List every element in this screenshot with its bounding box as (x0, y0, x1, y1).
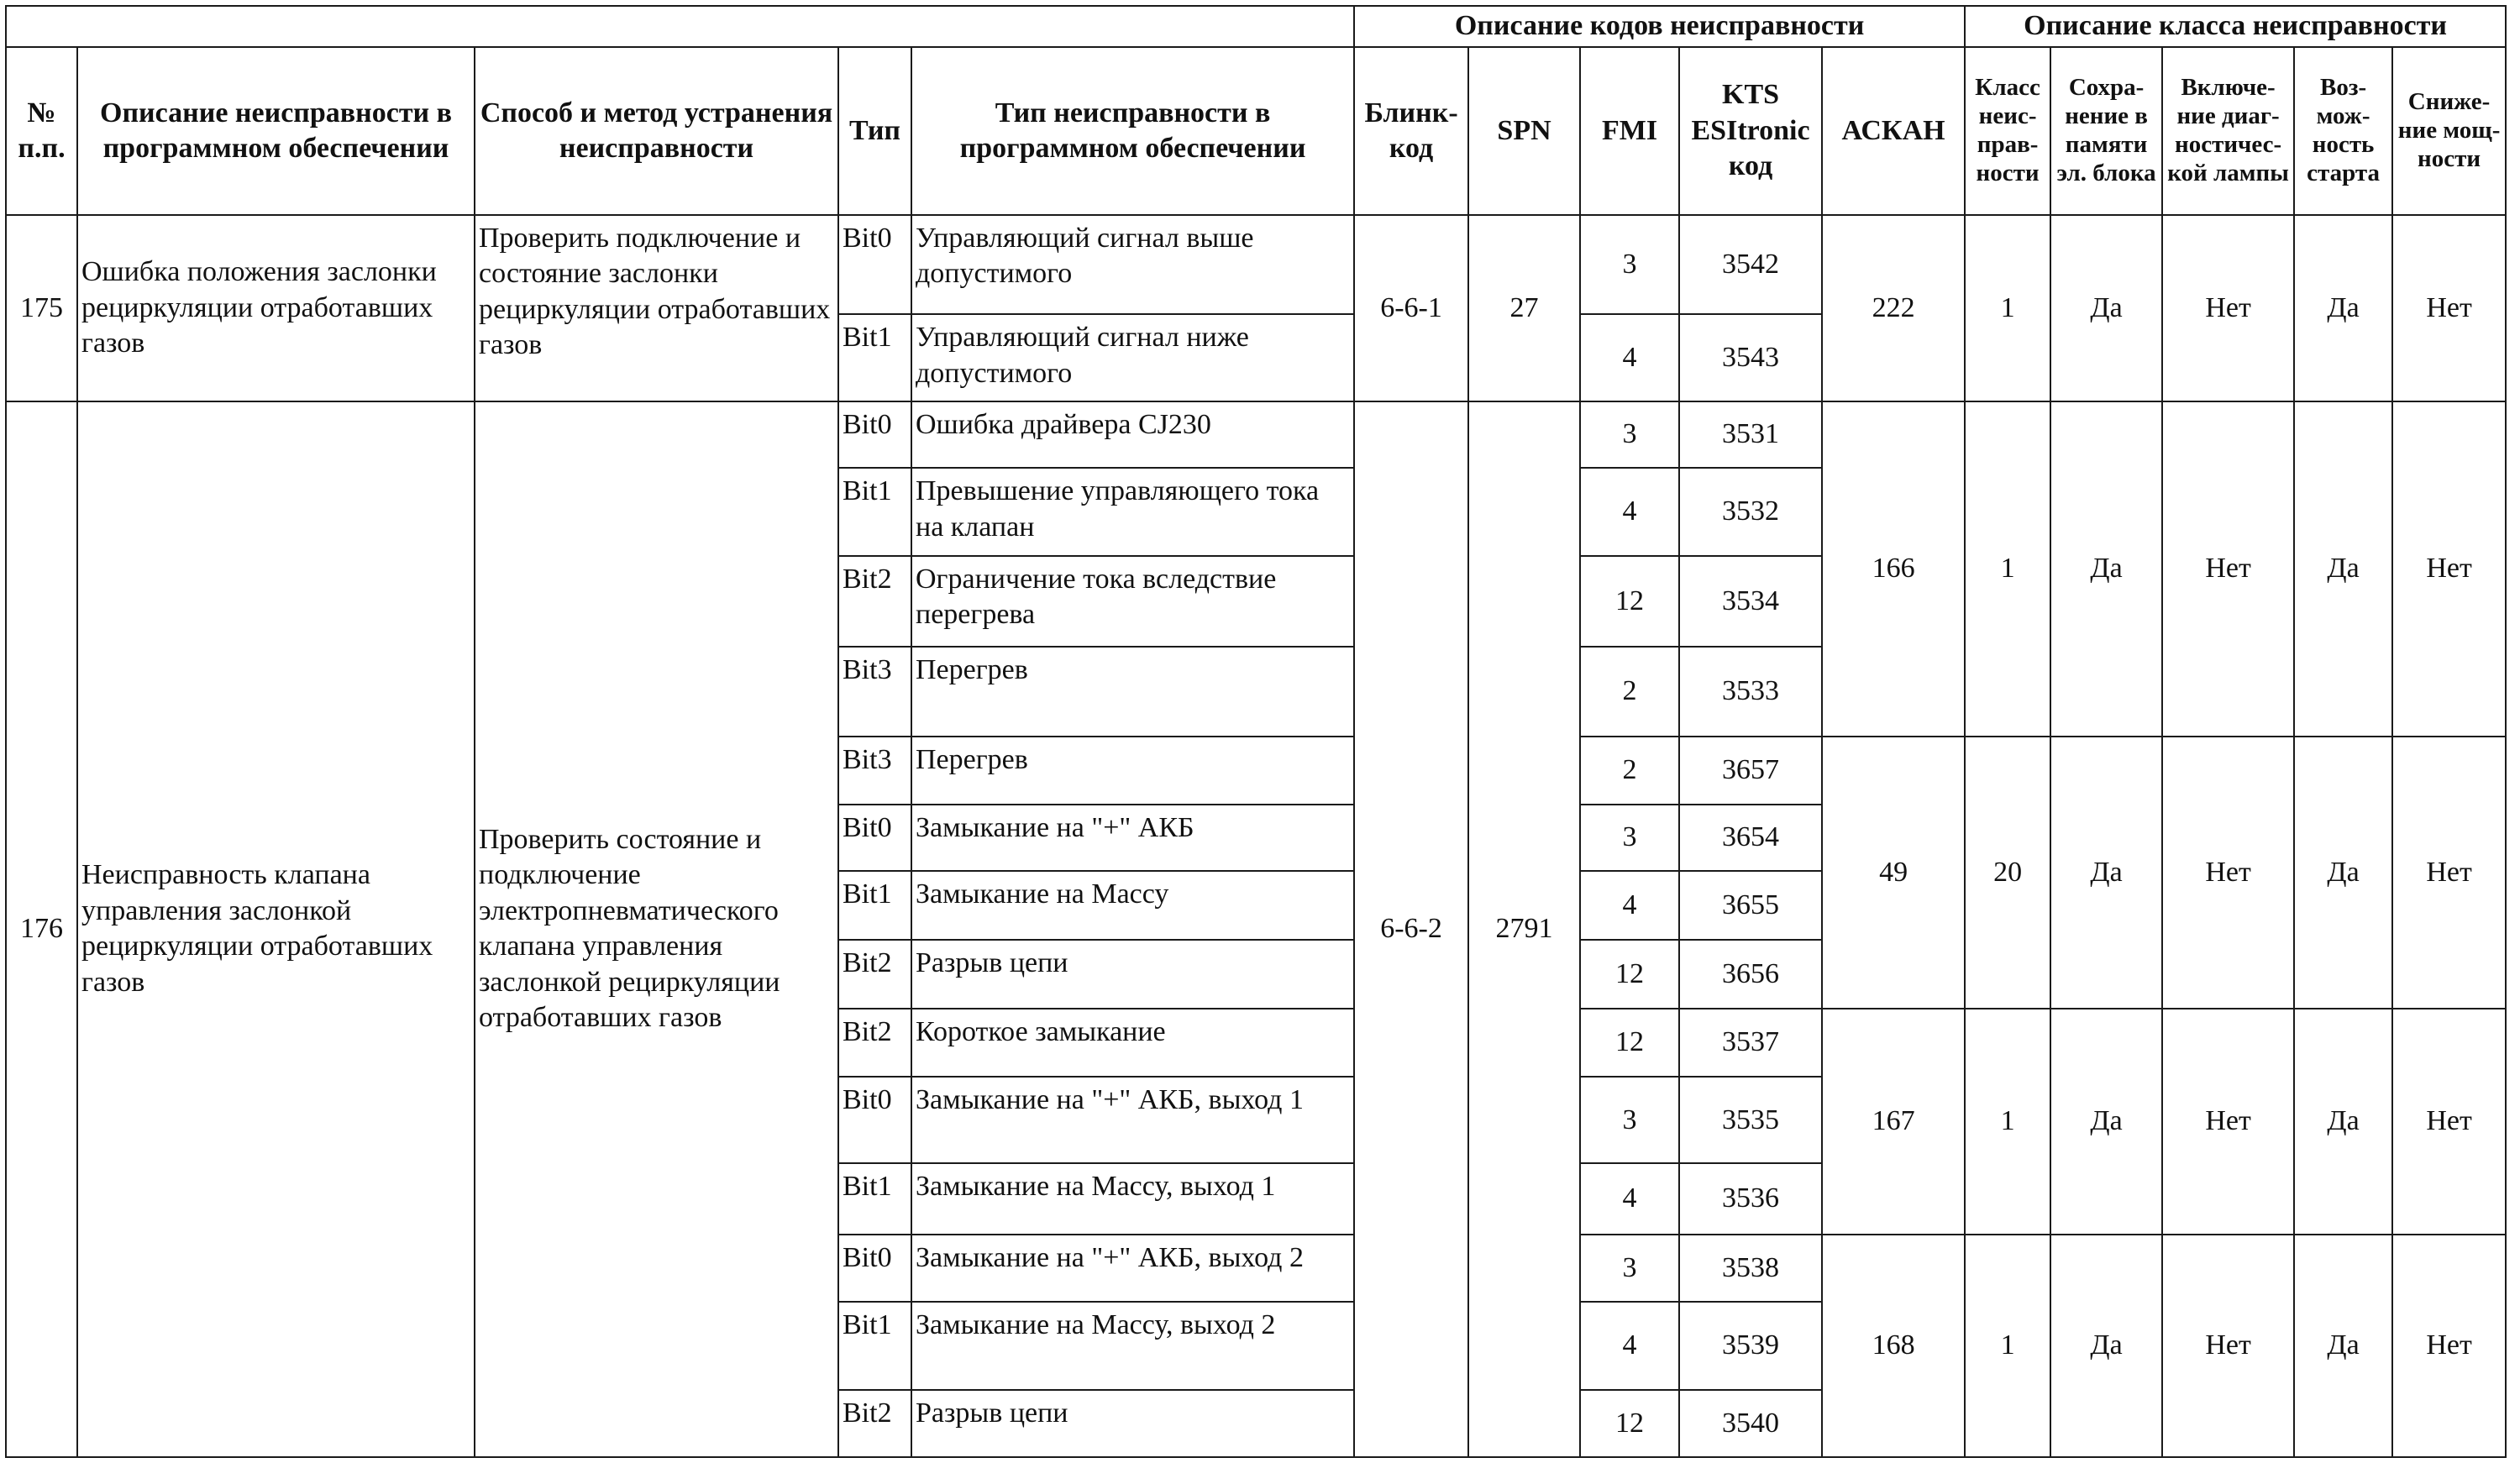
start-flag: Да (2294, 401, 2392, 737)
start-flag: Да (2294, 215, 2392, 401)
ackan-code: 222 (1822, 215, 1965, 401)
ackan-code: 166 (1822, 401, 1965, 737)
fmi-value: 4 (1580, 871, 1679, 940)
fmi-value: 4 (1580, 1302, 1679, 1389)
fmi-value: 2 (1580, 737, 1679, 804)
fault-codes-table (5, 5, 2507, 1458)
col-header-spn: SPN (1468, 47, 1580, 215)
col-header-type-description: Тип неисправности в программном обеспечении (911, 47, 1354, 215)
memory-flag: Да (2050, 1235, 2162, 1457)
table-row (6, 401, 2506, 468)
fmi-value: 3 (1580, 805, 1679, 871)
col-header-num: № п.п. (6, 47, 77, 215)
start-flag: Да (2294, 1235, 2392, 1457)
col-header-type: Тип (838, 47, 911, 215)
fmi-value: 12 (1580, 1390, 1679, 1457)
bit-type: Bit0 (838, 215, 911, 314)
bit-type-description: Ограничение тока вследствие перегрева (911, 556, 1354, 647)
lamp-flag: Нет (2162, 1235, 2294, 1457)
memory-flag: Да (2050, 1009, 2162, 1235)
lamp-flag: Нет (2162, 215, 2294, 401)
lamp-flag: Нет (2162, 737, 2294, 1008)
bit-type: Bit1 (838, 314, 911, 401)
fault-number: 176 (6, 401, 77, 1457)
col-header-description: Описание неисправности в программном обеспечении (77, 47, 475, 215)
fmi-value: 3 (1580, 401, 1679, 468)
bit-type: Bit2 (838, 1390, 911, 1457)
bit-type: Bit1 (838, 871, 911, 940)
memory-flag: Да (2050, 401, 2162, 737)
fmi-value: 12 (1580, 556, 1679, 647)
lamp-flag: Нет (2162, 401, 2294, 737)
bit-type: Bit1 (838, 1163, 911, 1234)
bit-type-description: Замыкание на Массу, выход 2 (911, 1302, 1354, 1389)
kts-code: 3532 (1679, 468, 1822, 555)
blink-code: 6-6-2 (1354, 401, 1468, 1457)
column-header-row (6, 47, 2506, 215)
fault-number: 175 (6, 215, 77, 401)
memory-flag: Да (2050, 737, 2162, 1008)
bit-type: Bit1 (838, 1302, 911, 1389)
memory-flag: Да (2050, 215, 2162, 401)
bit-type-description: Замыкание на Массу, выход 1 (911, 1163, 1354, 1234)
fault-method: Проверить подключение и состояние заслонки рециркуляции отработавших газов (475, 215, 838, 401)
start-flag: Да (2294, 737, 2392, 1008)
bit-type: Bit3 (838, 647, 911, 737)
bit-type-description: Управляющий сигнал выше допустимого (911, 215, 1354, 314)
lamp-flag: Нет (2162, 1009, 2294, 1235)
bit-type-description: Замыкание на "+" АКБ (911, 805, 1354, 871)
kts-code: 3540 (1679, 1390, 1822, 1457)
bit-type-description: Разрыв цепи (911, 1390, 1354, 1457)
col-header-blink-code: Блинк-код (1354, 47, 1468, 215)
power-flag: Нет (2392, 401, 2506, 737)
bit-type-description: Замыкание на "+" АКБ, выход 2 (911, 1235, 1354, 1302)
bit-type: Bit2 (838, 940, 911, 1008)
fmi-value: 3 (1580, 215, 1679, 314)
col-header-memory: Сохра-нение в памяти эл. блока (2050, 47, 2162, 215)
kts-code: 3656 (1679, 940, 1822, 1008)
fault-class: 1 (1965, 1009, 2050, 1235)
ackan-code: 49 (1822, 737, 1965, 1008)
col-header-fault-class: Класс неис-прав-ности (1965, 47, 2050, 215)
kts-code: 3531 (1679, 401, 1822, 468)
bit-type: Bit3 (838, 737, 911, 804)
col-header-fmi: FMI (1580, 47, 1679, 215)
bit-type-description: Превышение управляющего тока на клапан (911, 468, 1354, 555)
bit-type-description: Замыкание на "+" АКБ, выход 1 (911, 1077, 1354, 1163)
ackan-code: 167 (1822, 1009, 1965, 1235)
blank-header-cell (6, 6, 1354, 47)
fault-class: 1 (1965, 401, 2050, 737)
blink-code: 6-6-1 (1354, 215, 1468, 401)
bit-type-description: Перегрев (911, 737, 1354, 804)
kts-code: 3534 (1679, 556, 1822, 647)
fault-method: Проверить состояние и подключение электропневматического клапана управления заслонкой рециркуляции отработавших газов (475, 401, 838, 1457)
fmi-value: 4 (1580, 314, 1679, 401)
bit-type-description: Перегрев (911, 647, 1354, 737)
fmi-value: 3 (1580, 1235, 1679, 1302)
group-header-codes: Описание кодов неисправности (1354, 6, 1965, 47)
kts-code: 3538 (1679, 1235, 1822, 1302)
spn-value: 2791 (1468, 401, 1580, 1457)
bit-type: Bit2 (838, 556, 911, 647)
kts-code: 3543 (1679, 314, 1822, 401)
kts-code: 3533 (1679, 647, 1822, 737)
kts-code: 3539 (1679, 1302, 1822, 1389)
group-header-row (6, 6, 2506, 47)
bit-type: Bit0 (838, 805, 911, 871)
fmi-value: 3 (1580, 1077, 1679, 1163)
fault-class: 1 (1965, 215, 2050, 401)
group-header-class: Описание класса неисправности (1965, 6, 2506, 47)
fmi-value: 12 (1580, 1009, 1679, 1077)
power-flag: Нет (2392, 1009, 2506, 1235)
fmi-value: 12 (1580, 940, 1679, 1008)
ackan-code: 168 (1822, 1235, 1965, 1457)
kts-code: 3657 (1679, 737, 1822, 804)
fmi-value: 4 (1580, 1163, 1679, 1234)
col-header-kts: KTS ESItronic код (1679, 47, 1822, 215)
power-flag: Нет (2392, 215, 2506, 401)
fmi-value: 2 (1580, 647, 1679, 737)
bit-type: Bit2 (838, 1009, 911, 1077)
col-header-ackan: АСКАН (1822, 47, 1965, 215)
fault-description: Неисправность клапана управления заслонкой рециркуляции отработавших газов (77, 401, 475, 1457)
start-flag: Да (2294, 1009, 2392, 1235)
col-header-method: Способ и метод устранения неисправности (475, 47, 838, 215)
kts-code: 3655 (1679, 871, 1822, 940)
kts-code: 3537 (1679, 1009, 1822, 1077)
table-row (6, 215, 2506, 314)
kts-code: 3535 (1679, 1077, 1822, 1163)
fault-description: Ошибка положения заслонки рециркуляции отработавших газов (77, 215, 475, 401)
fault-class: 20 (1965, 737, 2050, 1008)
col-header-start: Воз-мож-ность старта (2294, 47, 2392, 215)
bit-type-description: Разрыв цепи (911, 940, 1354, 1008)
bit-type: Bit0 (838, 401, 911, 468)
kts-code: 3654 (1679, 805, 1822, 871)
fault-class: 1 (1965, 1235, 2050, 1457)
power-flag: Нет (2392, 737, 2506, 1008)
bit-type-description: Управляющий сигнал ниже допустимого (911, 314, 1354, 401)
bit-type-description: Замыкание на Массу (911, 871, 1354, 940)
col-header-lamp: Включе-ние диаг-ностичес-кой лампы (2162, 47, 2294, 215)
col-header-power: Сниже-ние мощ-ности (2392, 47, 2506, 215)
bit-type-description: Ошибка драйвера CJ230 (911, 401, 1354, 468)
power-flag: Нет (2392, 1235, 2506, 1457)
bit-type: Bit0 (838, 1077, 911, 1163)
kts-code: 3536 (1679, 1163, 1822, 1234)
spn-value: 27 (1468, 215, 1580, 401)
kts-code: 3542 (1679, 215, 1822, 314)
bit-type-description: Короткое замыкание (911, 1009, 1354, 1077)
bit-type: Bit1 (838, 468, 911, 555)
bit-type: Bit0 (838, 1235, 911, 1302)
fmi-value: 4 (1580, 468, 1679, 555)
